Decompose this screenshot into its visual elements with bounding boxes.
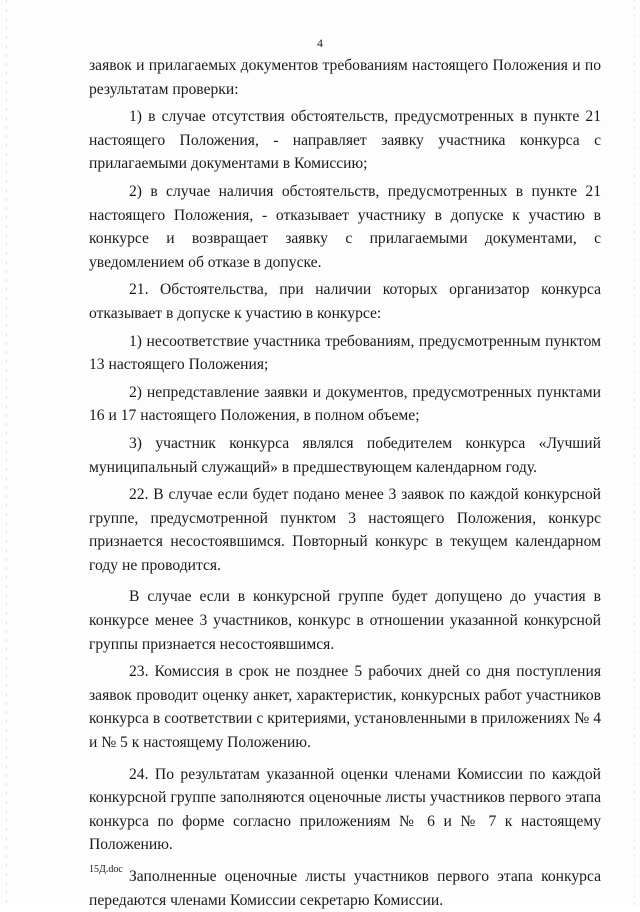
paragraph-clause-21-item-1: 1) несоответствие участника требованиям, предусмотренным пунктом 13 настоящего Положения; bbox=[89, 332, 601, 374]
footer-filename: 15Д.doc bbox=[89, 864, 123, 875]
paragraph-item-2: 2) в случае наличия обстоятельств, предусмотренных в пункте 21 настоящего Положения, - отказывает участнику в допуске к участию в конкурсе и возвращает заявку с прилагаемыми документами, с уведомлением об отказе в допуске. bbox=[89, 182, 601, 271]
paragraph-clause-23: 23. Комиссия в срок не позднее 5 рабочих дней со дня поступления заявок проводит оценку анкет, характеристик, конкурсных работ участников конкурса в соответствии с критериями, установленными в приложениях № 4 и № 5 к настоящему Положению. bbox=[89, 663, 601, 752]
paragraph-clause-21-item-3: 3) участник конкурса являлся победителем конкурса «Лучший муниципальный служащий» в предшествующем календарном году. bbox=[89, 434, 601, 476]
document-body bbox=[89, 54, 601, 912]
scan-edge-left bbox=[6, 0, 7, 905]
paragraph-item-1: 1) в случае отсутствия обстоятельств, предусмотренных в пункте 21 настоящего Положения, - направляет заявку участника конкурса с прилагаемыми документами в Комиссию; bbox=[89, 108, 601, 173]
paragraph-clause-21-item-2: 2) непредставление заявки и документов, предусмотренных пунктами 16 и 17 настоящего Положения, в полном объеме; bbox=[89, 383, 601, 425]
paragraph-continuation: заявок и прилагаемых документов требованиям настоящего Положения и по результатам проверки: bbox=[89, 57, 601, 98]
scan-edge-right bbox=[634, 0, 635, 905]
paragraph-clause-24-continuation: Заполненные оценочные листы участников первого этапа конкурса передаются членами Комиссии секретарю Комиссии. bbox=[89, 868, 601, 909]
paragraph-clause-22-continuation: В случае если в конкурсной группе будет допущено до участия в конкурсе менее 3 участников, конкурс в отношении указанной конкурсной группы признается несостоявшимся. bbox=[89, 588, 601, 653]
paragraph-clause-24: 24. По результатам указанной оценки членами Комиссии по каждой конкурсной группе заполняются оценочные листы участников первого этапа конкурса по форме согласно приложениям № 6 и № 7 к настоящему Положению. bbox=[89, 765, 601, 854]
paragraph-clause-22: 22. В случае если будет подано менее 3 заявок по каждой конкурсной группе, предусмотренной пунктом 3 настоящего Положения, конкурс признается несостоявшимся. Повторный конкурс в текущем календарном году не проводится. bbox=[89, 486, 601, 574]
paragraph-clause-21: 21. Обстоятельства, при наличии которых организатор конкурса отказывает в допуске к участию в конкурсе: bbox=[89, 281, 601, 322]
page-number: 4 bbox=[317, 36, 323, 50]
